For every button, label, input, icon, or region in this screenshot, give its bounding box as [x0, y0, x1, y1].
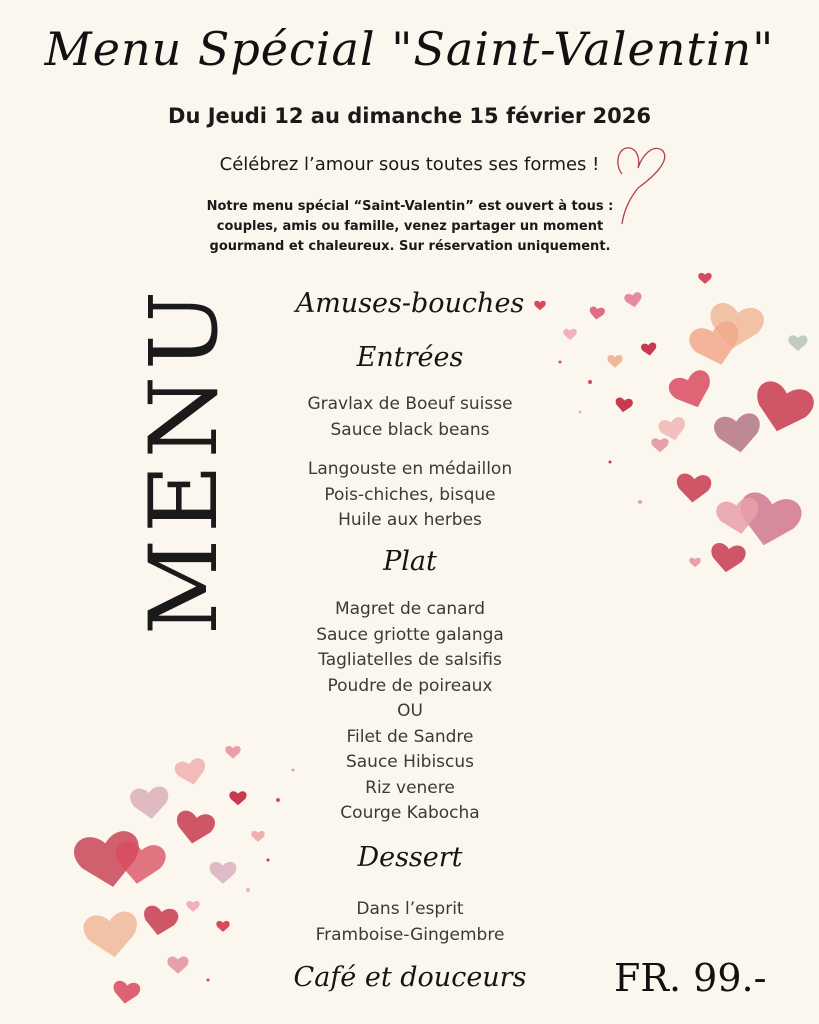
menu-item: Pois-chiches, bisque [324, 484, 496, 505]
intro-paragraph [190, 197, 630, 257]
heart-cluster-illustration-bottom-left [48, 730, 318, 1024]
menu-price: FR. 99.- [614, 956, 767, 1000]
menu-item: Huile aux herbes [338, 510, 482, 530]
menu-item: Langouste en médaillon [307, 459, 513, 479]
section-amuses-bouches: Amuses-bouches [295, 288, 525, 319]
menu-item: Poudre de poireaux [327, 675, 493, 696]
menu-item-separator: OU [397, 701, 423, 721]
menu-item: Sauce black beans [330, 419, 490, 440]
vertical-menu-label [130, 284, 239, 636]
menu-item: Filet de Sandre [346, 726, 474, 747]
heart-cluster-illustration-top-right [520, 262, 819, 612]
menu-item: Sauce Hibiscus [345, 752, 475, 772]
menu-item: Magret de canard [334, 599, 486, 619]
intro-line: couples, amis ou famille, venez partager un moment [216, 219, 604, 234]
section-heading-plat: Plat [383, 546, 437, 577]
tagline: Célébrez l’amour sous toutes ses formes ! [219, 154, 600, 175]
menu-item: Sauce griotte galanga [316, 624, 504, 645]
menu-item: Gravlax de Boeuf suisse [307, 394, 513, 414]
section-heading-entrees: Entrées [356, 342, 464, 373]
section-cafe-douceurs: Café et douceurs [293, 962, 527, 993]
section-heading-dessert: Dessert [357, 842, 463, 873]
menu-item: Courge Kabocha [340, 803, 480, 823]
menu-item: Riz venere [365, 777, 455, 798]
vertical-menu-text: MENU [130, 284, 239, 636]
date-range: Du Jeudi 12 au dimanche 15 février 2026 [168, 104, 651, 128]
menu-item: Tagliatelles de salsifis [318, 650, 502, 670]
menu-item: Framboise-Gingembre [315, 924, 505, 945]
intro-line: gourmand et chaleureux. Sur réservation uniquement. [209, 239, 611, 254]
intro-line: Notre menu spécial “Saint-Valentin” est ouvert à tous : [206, 199, 614, 214]
menu-item: Dans l’esprit [356, 899, 464, 919]
menu-title: Menu Spécial "Saint-Valentin" [44, 22, 775, 76]
